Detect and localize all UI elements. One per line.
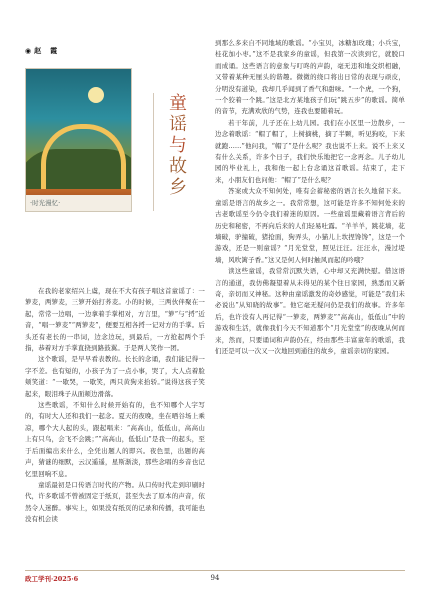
paragraph: 若干年前，儿子还在上幼儿园。我们在小区里一边散步，一边念着歌谣：“帽了帽了，上树摘桃，摘了半颗，听见狗咬，下来就跑……”他问我，“帽了”是什么呢？我也说不上来。说不上来又有什么关系，许多个日子，我们快乐地把它一念再念。儿子幼儿园的毕业礼上，我和他一起上台念诵这首歌谣。结束了，走下来，小朋友们也问他：“帽了”是什么呢？ (215, 118, 405, 184)
paragraph: 这个歌谣，是早早看表教的。长长的念诵，我们能记得一字不差。也有短的，小孩子为了一点小事，哭了，大人点着脸颊笑道：“一歇哭，一歇笑，两只黄狗来抬轿。”说得这孩子笑起来，眼泪珠子从面颊边滑落。 (25, 355, 205, 398)
bridge-arc (41, 124, 126, 189)
article-header (25, 38, 205, 238)
bullet-icon: ◉ (25, 46, 33, 55)
footer-rule (25, 570, 405, 571)
paragraph: 答案或大众不知何处，唯有会蓄秘密的语言长久地留下来。童谣是语言的故乡之一。我常常想，这可能是许多不知何处来的古老歌谣至今仍令我们着迷的原因。一些童谣里藏着语言背后的历史和秘密，不再向后来的人们轻易吐露。“羊羊羊，跳花墙，花墙破，驴撞破，猪抢面，狗弄头，小猫儿上坎捏馋馋”，这是一个游戏，还是一则童谣？“月光堂堂，照见汪汪。汪汪水，漫过堤墙，风吹篱子香。”这又是何人何时触风而起的吟哦？ (215, 187, 405, 264)
title-char: 谣 (169, 114, 187, 135)
title-char: 乡 (169, 177, 187, 198)
paragraph: 在我的老家绍兴上虞，现在不大有孩子唱这首童谣了：一箩麦，两箩麦，三箩开始打荞麦。小的时候，三两伙伴聚在一起，常常一边唱，一边拿着手掌相对，方言里，“箩”与“捋”近音，“唱一箩麦”“两箩麦”，便要互相各捋一记对方的手掌。后头还有老长的一串词，边念边玩，到最后，一方抢起两个手指，恭着对方手掌直挠到路鼓翼。于是两人笑作一团。 (25, 287, 205, 353)
journal-name: 政工学刊·2025·6 (25, 575, 79, 583)
page-footer (25, 570, 405, 586)
cover-illustration (25, 68, 132, 212)
article-title (165, 93, 191, 198)
right-column (215, 38, 405, 357)
image-caption: ·时光漫忆· (26, 195, 131, 211)
paragraph: 这些歌谣，不知什么时候开始有的，也不知哪个人字写的，有时大人还和我们一起念。夏天的夜晚，坐在晒谷场上乘凉，哪个大人起的头，跟起唱来：“高高山，低低山，高高山上有只鸟，会飞不会跳；”“高高山，低低山”是我一的起头，至于后面编出来什么，全凭出题人的即兴。夜色里，出题的高声，猜谜的细默，云汉遥遥，星斯渐淡，那些念唱的乡音也记忆里回响不息。 (25, 401, 205, 478)
paragraph: 童谣最初是口传语言时代的产物。从口传时代走到印刷时代，许多歌谣不曾被固定于纸页，甚至失去了原本的声音，依然令人迷醉。事实上，如果没有纸页的记录和传播，我可能也没有机会读 (25, 480, 205, 524)
author-name: 赵 霞 (34, 46, 59, 55)
right-body-text (215, 38, 405, 357)
left-body-text (25, 286, 205, 526)
moon-shape (88, 87, 104, 103)
left-column (25, 38, 205, 524)
author-byline (25, 46, 58, 56)
title-divider (153, 93, 154, 211)
title-char: 与 (169, 135, 187, 156)
paragraph: 读这些童谣，我常常沉默失语，心中却又充满快慰。借这语言的通道，我仿佛凝望着从未得见的某个往日家园，熟悉而又新奇，亲切而又神秘。这种由童谣激发的奇妙感觉，可能是“我们未必说出”从知晓的故事”。他它毫无疑问仍是我们的故事。许多年后，也许没有人再记得“一箩麦，两箩麦”“高高山，低低山”中的游戏和生活，就像我们今天不知道那个“月光堂堂”的夜晚从何而来，然而，只要诵词和声韵仍在，经由那些丰富童年的歌谣，我们还是可以一次又一次地回到通往的故乡，童谣亲切的家园。 (215, 267, 405, 355)
title-char: 故 (169, 156, 187, 177)
page-number: 94 (210, 574, 220, 582)
title-char: 童 (169, 93, 187, 114)
paragraph: 到那么多来自不同地域的歌谣。“小宝贝，冰糖加玫瑰；小兵宝，桂花加小枣。”这不是我家乡的童谣，但我第一次读到它，就脱口而成诵。这些语言的意象与叮咚的声韵，毫无违和地交织相融，又带着某种无厘头的谐趣。微微的绕口将出日常的表现与顽皮，分明没有道染，我却几乎闻到了香气和甜味。“一个虎，一个狗，一个狡着一个跳。”这是北方某地孩子们玩“跳五步”的歌谣。简单的音节，充满欢欣的气势，连我也要随着玩。 (215, 39, 405, 116)
